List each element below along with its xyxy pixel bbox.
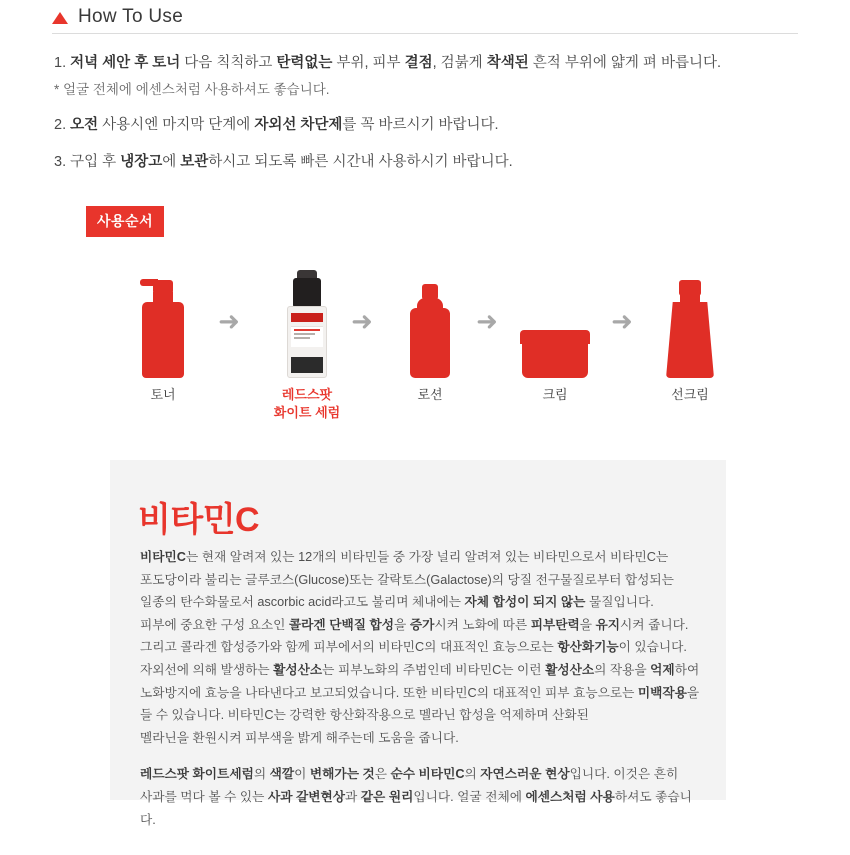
flow-caption-suncream: 선크림 [671, 387, 709, 402]
howto-steps [54, 52, 814, 187]
lotion-bottle-icon [410, 282, 450, 378]
arrow-right-icon: ➜ [476, 307, 498, 337]
arrow-right-icon: ➜ [218, 307, 240, 337]
vitamin-c-panel [110, 460, 726, 827]
cream-jar-icon [520, 326, 590, 378]
step-item [54, 52, 814, 74]
step-text: 구입 후 냉장고에 보관하시고 되도록 빠른 시간내 사용하시기 바랍니다. [70, 153, 513, 170]
step-number: 2. [54, 117, 67, 134]
flow-caption-lotion: 로션 [417, 387, 443, 402]
flow-step-toner [108, 258, 218, 378]
serum-dropper-bottle-icon [281, 266, 333, 378]
vitamin-c-paragraph: 비타민C는 현재 알려져 있는 12개의 비타민들 중 가장 널리 알려져 있는 비타민으로서 비타민C는 포도당이라 불리는 글루코스(Glucose)또는 갈락토스(Galactose)의 당질 전구물질로부터 합성되는 일종의 탄수화물로서 ascorbic acid라고도 불리며 체내에는 자체 합성이 되지 않는 물질입니다. 피부에 중요한 구성 요소인 콜라겐 단백질 합성을 증가시켜 노화에 따른 피부탄력을 유지시켜 줍니다. 그리고 콜라겐 합성증가와 함께 피부에서의 비타민C의 대표적인 효능으로는 항산화기능이 있습니다. 자외선에 의해 발생하는 활성산소는 피부노화의 주범인데 비타민C는 이런 활성산소의 작용을 억제하여 노화방지에 효능을 나타낸다고 보고되었습니다. 또한 비타민C의 대표적인 피부 효능으로는 미백작용을 들 수 있습니다. 비타민C는 강력한 항산화작용으로 멜라닌 합성을 억제하며 산화된 멜라닌을 환원시켜 피부색을 밝게 해주는데 도움을 줍니다. [140, 550, 700, 745]
step-item [54, 114, 814, 136]
header-divider [52, 33, 798, 34]
flow-step-lotion [375, 258, 485, 378]
vitamin-c-title: 비타민C [138, 501, 260, 539]
step-item [54, 151, 814, 173]
steps-note: * 얼굴 전체에 에센스처럼 사용하셔도 좋습니다. [54, 82, 330, 98]
step-text: 오전 사용시엔 마지막 단계에 자외선 차단제를 꼭 바르시기 바랍니다. [70, 117, 499, 134]
flow-caption-cream: 크림 [542, 387, 568, 402]
flow-step-suncream [635, 258, 745, 378]
flow-caption-toner: 토너 [150, 387, 176, 402]
page-title: How To Use [78, 6, 184, 27]
flow-step-cream [500, 258, 610, 378]
step-number: 1. [54, 55, 67, 71]
order-badge: 사용순서 [86, 206, 164, 237]
toner-pump-bottle-icon [140, 268, 186, 378]
vitamin-c-body [140, 546, 702, 831]
step-number: 3. [54, 153, 67, 170]
sun-cream-tube-icon [666, 274, 714, 378]
triangle-icon [52, 12, 68, 24]
arrow-right-icon: ➜ [351, 307, 373, 337]
arrow-right-icon: ➜ [611, 307, 633, 337]
vitamin-c-paragraph: 레드스팟 화이트세럼의 색깔이 변해가는 것은 순수 비타민C의 자연스러운 현상입니다. 이것은 흔히 사과를 먹다 볼 수 있는 사과 갈변현상과 같은 원리입니다. 얼굴 전체에 에센스처럼 사용하셔도 좋습니다. [140, 767, 692, 827]
product-flow [100, 258, 750, 418]
step-text: 저녁 세안 후 토너 다음 칙칙하고 탄력없는 부위, 피부 결점, 검붉게 착색된 흔적 부위에 얇게 펴 바릅니다. [70, 55, 722, 71]
section-header [52, 0, 798, 34]
flow-caption-serum: 레드스팟 화이트 세럼 [273, 387, 341, 420]
